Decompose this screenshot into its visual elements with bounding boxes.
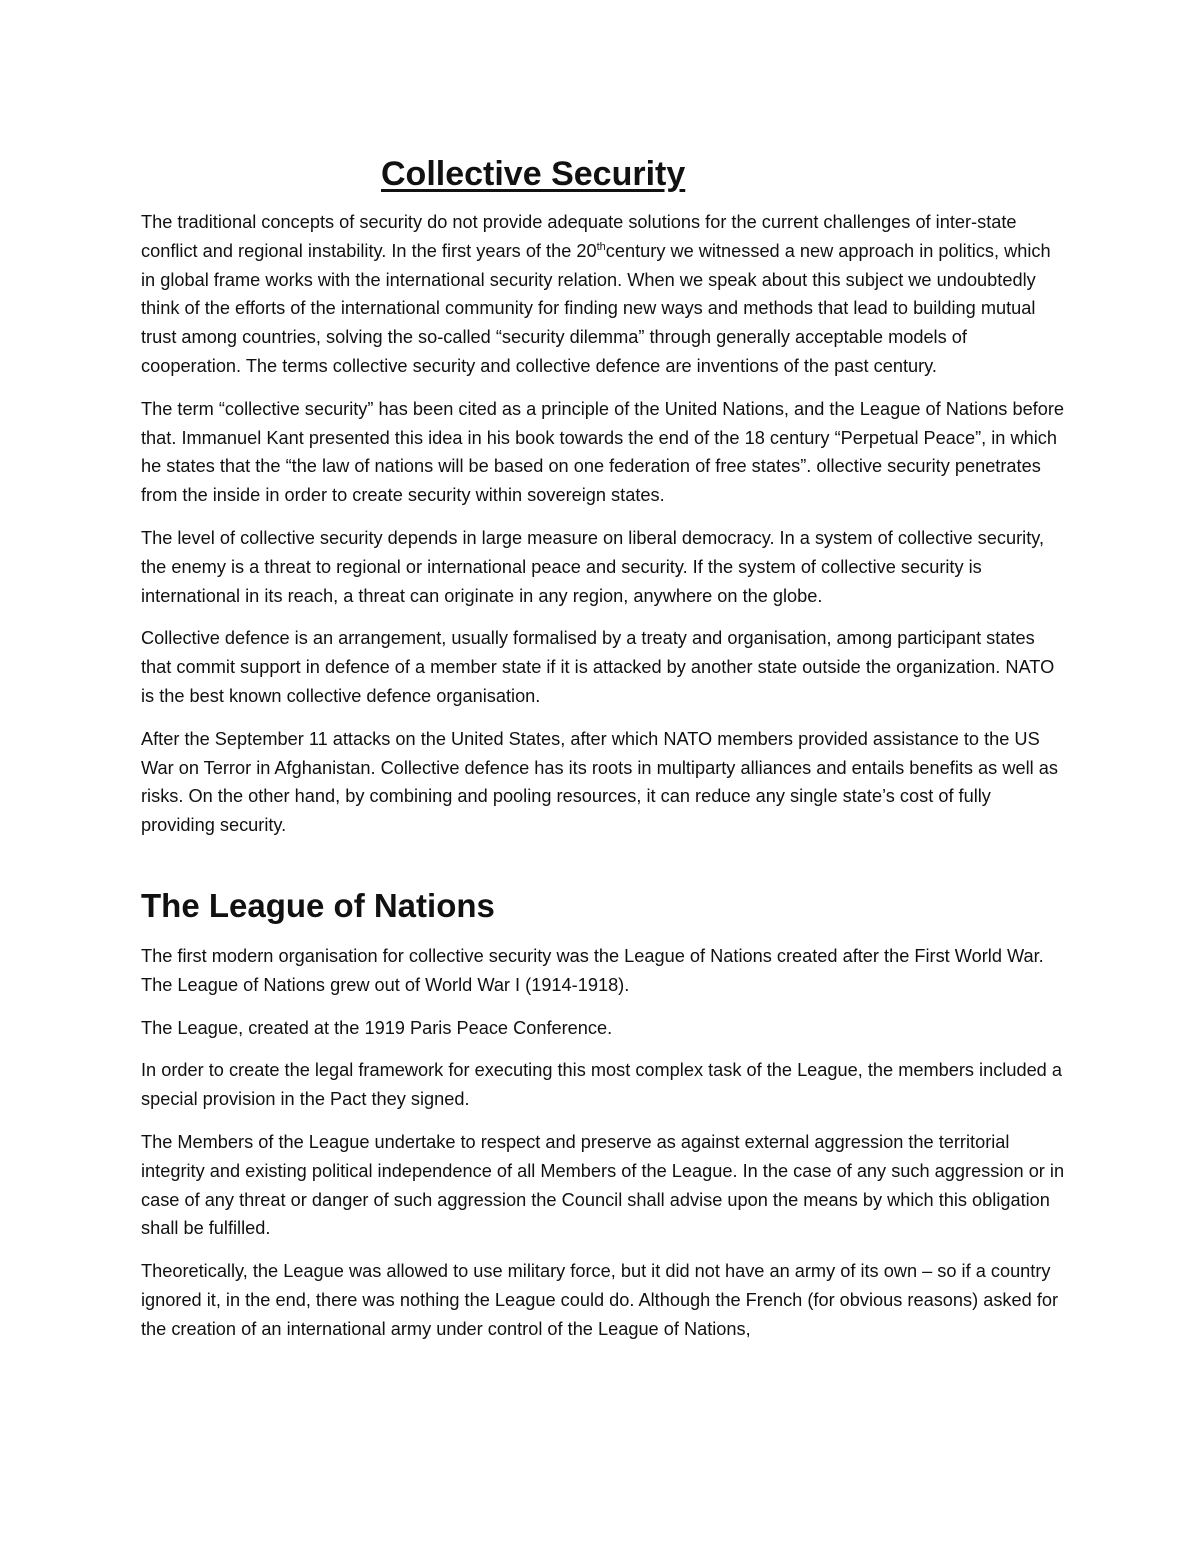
paragraph-collective-defence: Collective defence is an arrangement, usually formalised by a treaty and organisation, among participant states that commit support in defence of a member state if it is attacked by another state outside the organization. NATO is the best known collective defence organisation. — [141, 628, 1055, 706]
paragraph-military-force: Theoretically, the League was allowed to use military force, but it did not have an army of its own – so if a country ignored it, in the end, there was nothing the League could do. Although the French (for obvious reasons) asked for the creation of an international army under control of the League of Nations, — [141, 1261, 1059, 1339]
paragraph-paris-peace-conference: The League, created at the 1919 Paris Peace Conference. — [141, 1017, 613, 1038]
paragraph-first-modern-organisation: The first modern organisation for collective security was the League of Nations created after the First World War. The League of Nations grew out of World War I (1914-1918). — [141, 945, 1044, 995]
page-title: Collective Security — [381, 155, 686, 193]
paragraph-legal-framework: In order to create the legal framework for executing this most complex task of the League, the members included a special provision in the Pact they signed. — [141, 1060, 1062, 1110]
paragraph-text: The traditional concepts of security do not provide adequate solutions for the current challenges of inter-state conflict and regional instability. In the first years of the 20 — [141, 212, 1017, 261]
paragraph-traditional-concepts — [141, 208, 1066, 381]
paragraph-text-continued: century we witnessed a new approach in politics, which in global frame works with the international security relation. When we speak about this subject we undoubtedly think of the efforts of the international community for finding new ways and methods that lead to building mutual trust among countries, solving the so-called “security dilemma” through generally acceptable models of cooperation. The terms collective security and collective defence are inventions of the past century. — [141, 240, 1051, 376]
paragraph-collective-security-term: The term “collective security” has been cited as a principle of the United Nations, and the League of Nations before that. Immanuel Kant presented this idea in his book towards the end of the 18 century “Perpetual Peace”, in which he states that the “the law of nations will be based on one federation of free states”. ollective security penetrates from the inside in order to create security within sovereign states. — [141, 398, 1065, 506]
document-body — [141, 150, 1066, 1358]
paragraph-members-undertake: The Members of the League undertake to respect and preserve as against external aggression the territorial integrity and existing political independence of all Members of the League. In the case of any such aggression or in case of any threat or danger of such aggression the Council shall advise upon the means by which this obligation shall be fulfilled. — [141, 1131, 1065, 1239]
section-heading-league-of-nations: The League of Nations — [141, 886, 495, 924]
paragraph-september-11: After the September 11 attacks on the United States, after which NATO members provided assistance to the US War on Terror in Afghanistan. Collective defence has its roots in multiparty alliances and entails benefits as well as risks. On the other hand, by combining and pooling resources, it can reduce any single state’s cost of fully providing security. — [141, 728, 1058, 836]
paragraph-liberal-democracy: The level of collective security depends in large measure on liberal democracy. In a system of collective security, the enemy is a threat to regional or international peace and security. If the system of collective security is international in its reach, a threat can originate in any region, anywhere on the globe. — [141, 527, 1045, 606]
ordinal-suffix: th — [596, 240, 606, 253]
